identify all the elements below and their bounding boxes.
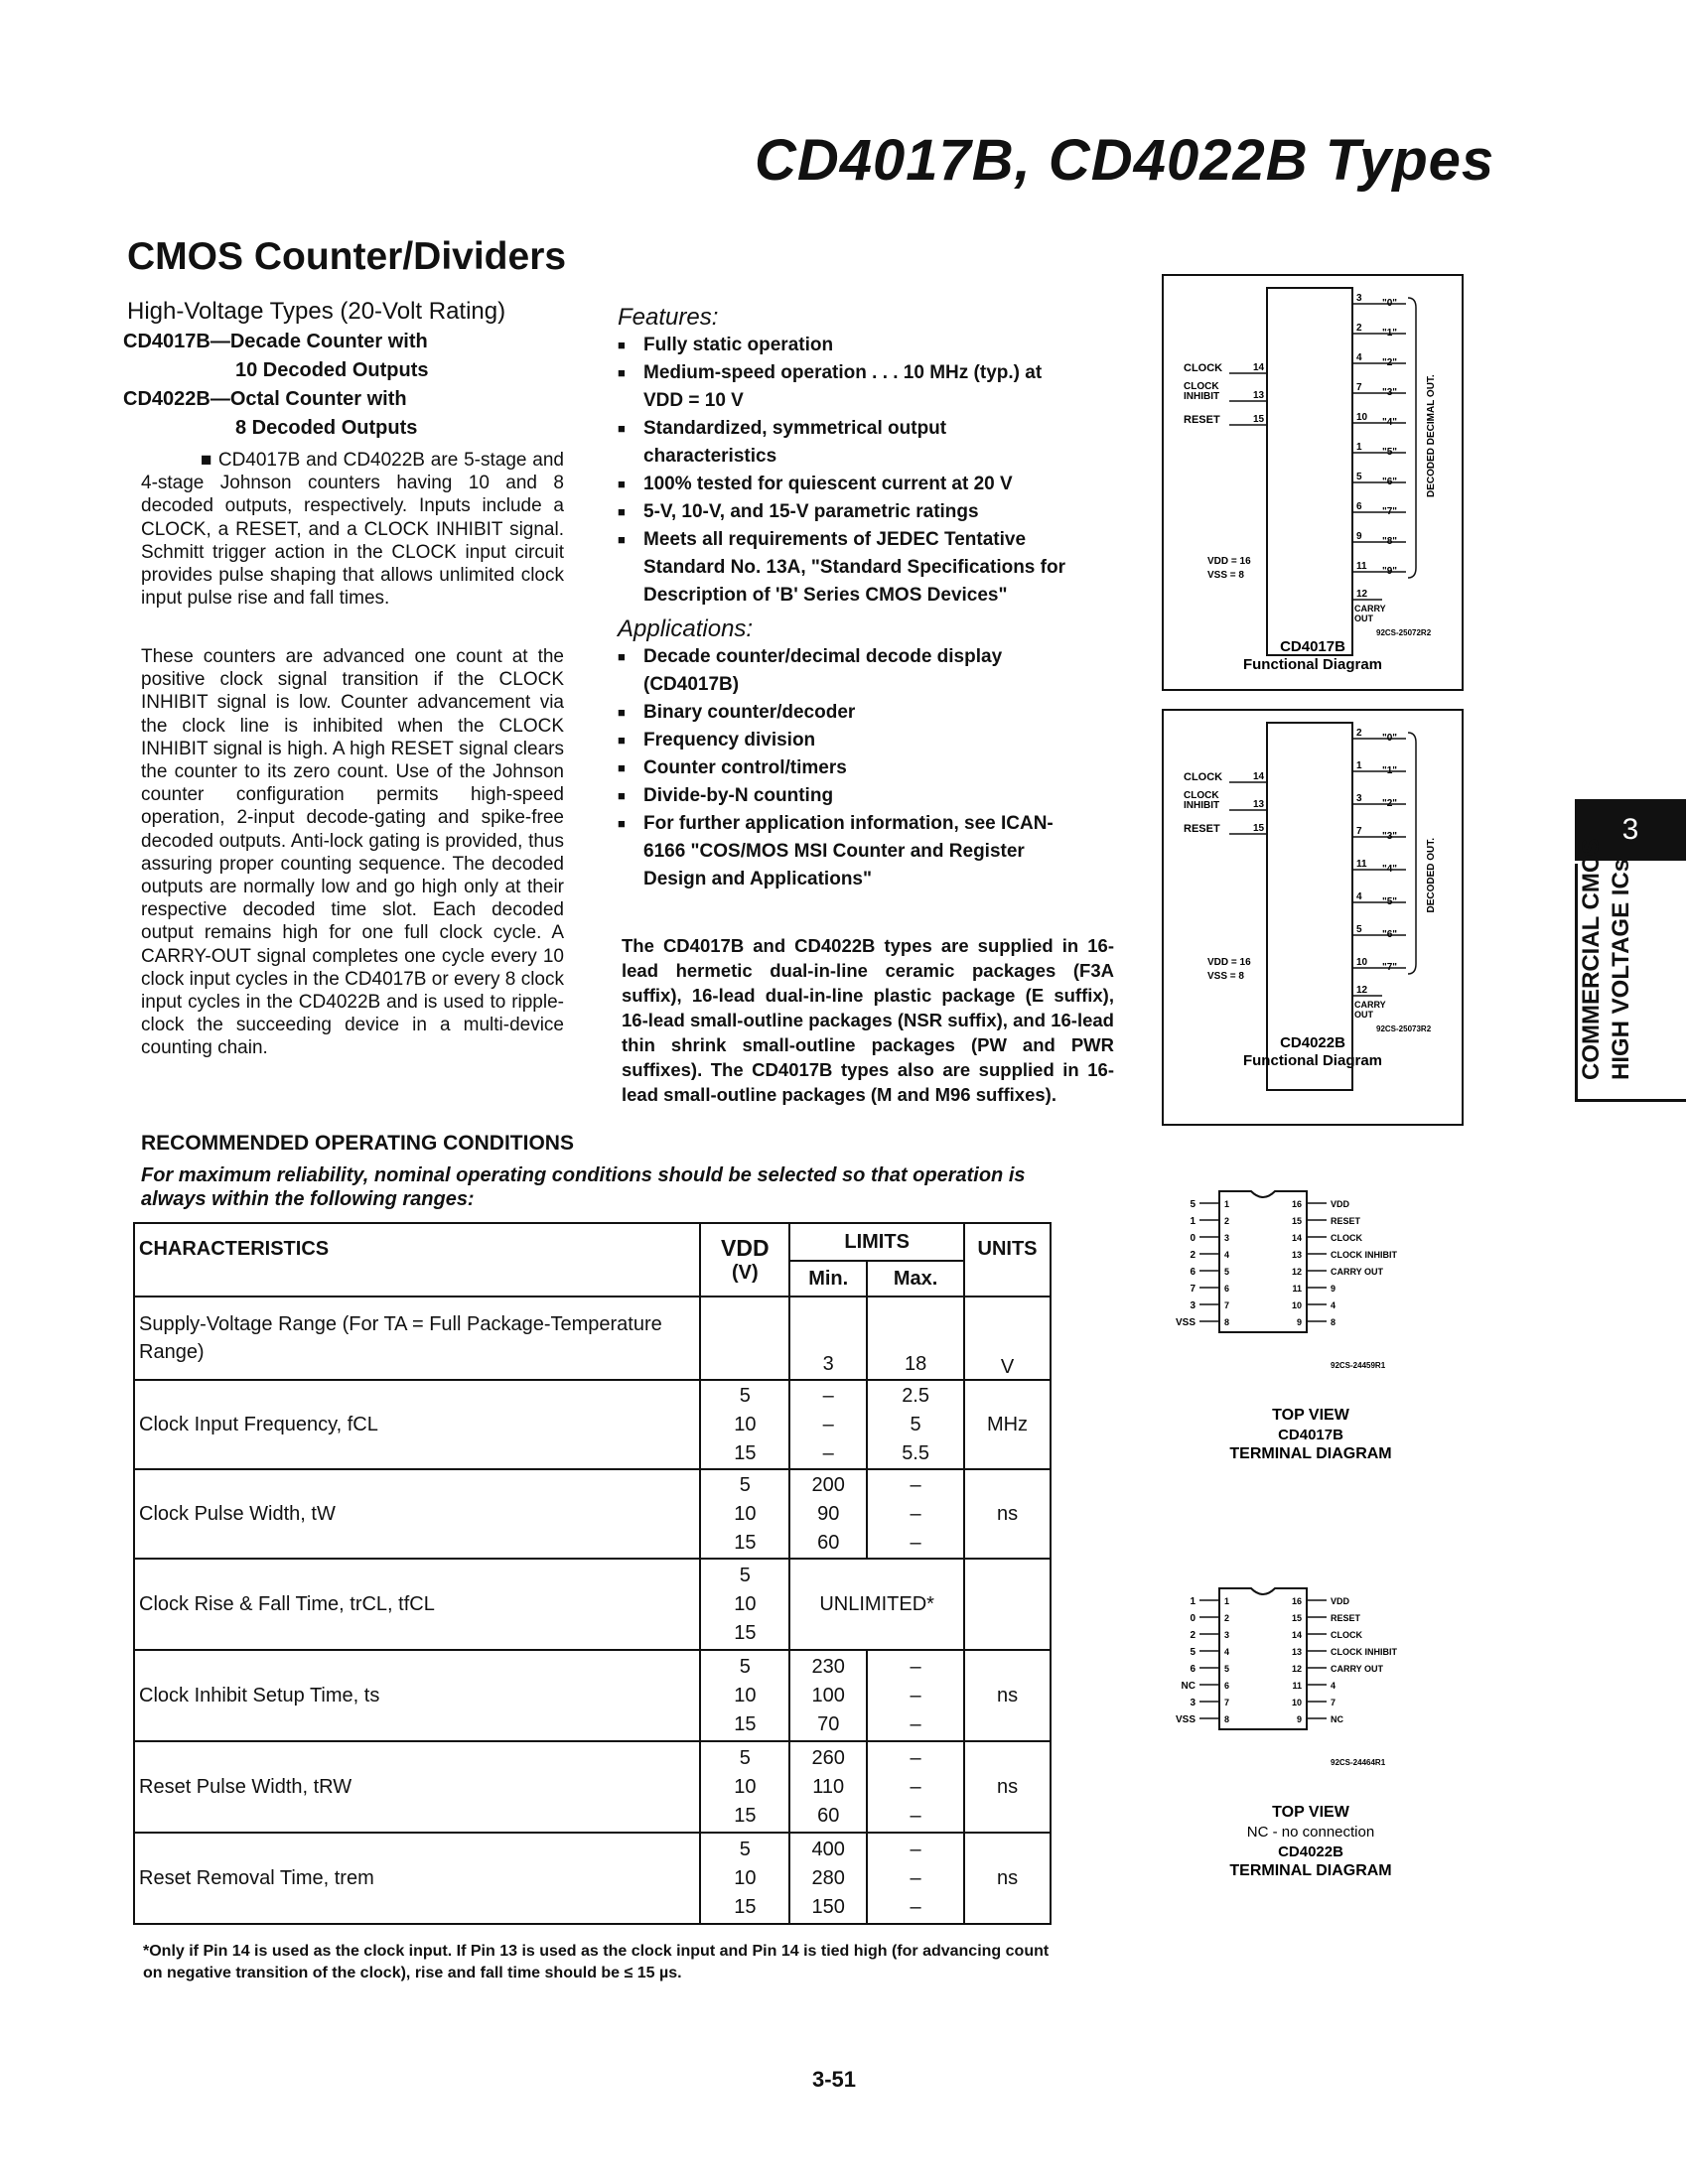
features-section [618,304,1084,893]
output-name: "5" [1382,896,1398,907]
power-vdd: VDD = 16 [1207,957,1251,968]
col-vdd-label: VDD [721,1235,770,1261]
pin-label-left: 5 [1190,1199,1196,1210]
roc-vdd: 5 10 15 [700,1650,789,1741]
pin-label-right: CARRY OUT [1331,1664,1384,1674]
pin-label-right: VDD [1331,1199,1350,1209]
footnote: *Only if Pin 14 is used as the clock input. If Pin 13 is used as the clock input and Pin 14 is tied high (for advancing count on negative transition of the clock), rise and fall time should be ≤ 15 µs. [143,1943,1050,1981]
roc-min: 260 110 60 [789,1741,867,1833]
input-label: CLOCK [1184,362,1223,374]
drawing-code: 92CS-25072R2 [1376,628,1432,637]
pin-label-right: NC [1331,1714,1343,1724]
pin-number-left: 6 [1224,1681,1230,1691]
pin-number-right: 12 [1291,1664,1302,1674]
feature-item: ■ Medium-speed operation . . . 10 MHz (typ.) at VDD = 10 V [618,359,1084,415]
input-label: INHIBIT [1184,800,1220,811]
col-max: Max. [867,1261,964,1297]
pin-number-left: 2 [1224,1216,1230,1226]
power-vss: VSS = 8 [1207,971,1244,982]
roc-characteristic: Reset Pulse Width, tRW [134,1741,700,1833]
output-pin: 2 [1356,323,1362,334]
cd4022b-terminal-diagram [1162,1583,1460,1901]
description-paragraph-1: ■ CD4017B and CD4022B are 5-stage and 4-stage Johnson counters having 10 and 8 decoded outputs, respectively. Inputs include a CLOCK, a RESET, and a CLOCK INHIBIT signal. Schmitt trigger action in the CLOCK input circuit provides pulse shaping that allows unlimited clock input pulse rise and fall times. [141,450,564,610]
col-characteristics: CHARACTERISTICS [134,1223,700,1297]
feature-item: ■ 5-V, 10-V, and 15-V parametric ratings [618,498,1084,526]
roc-max: – – – [867,1469,964,1559]
pin-label-right: 4 [1331,1681,1336,1691]
col-limits: LIMITS [789,1223,964,1261]
output-name: "6" [1382,929,1398,940]
cd4017b-terminal-diagram [1162,1186,1460,1462]
pin-number-right: 9 [1296,1714,1302,1724]
roc-max: 2.5 5 5.5 [867,1380,964,1469]
section-tab-number: 3 [1575,799,1686,861]
output-pin: 7 [1356,826,1362,837]
input-label: CLOCK [1184,771,1223,783]
roc-unit [964,1559,1051,1650]
roc-min: 400 280 150 [789,1833,867,1924]
input-pin: 14 [1253,771,1265,782]
output-name: "1" [1382,328,1398,339]
product-cd4022b-line1: CD4022B—Octal Counter with [123,388,407,410]
pin-number-right: 10 [1291,1698,1302,1707]
diagram-name: CD4022B [1280,1034,1345,1051]
roc-unit: V [964,1297,1051,1380]
roc-vdd: 5 10 15 [700,1380,789,1469]
pin-number-left: 4 [1224,1250,1230,1260]
roc-row [134,1650,1051,1741]
application-item: ■ Divide-by-N counting [618,782,1084,810]
output-pin: 11 [1356,859,1367,870]
application-item: ■ Counter control/timers [618,754,1084,782]
pin-number-left: 2 [1224,1613,1230,1623]
product-cd4017b-line2: 10 Decoded Outputs [235,359,429,381]
roc-min: 230 100 70 [789,1650,867,1741]
pin-label-left: 6 [1190,1664,1196,1675]
roc-unit: ns [964,1741,1051,1833]
pin-number-right: 15 [1291,1216,1302,1226]
output-name: "0" [1382,298,1398,309]
ic-body [1267,288,1352,655]
features-list [618,332,1084,610]
roc-heading: RECOMMENDED OPERATING CONDITIONS [141,1132,574,1155]
roc-unit: ns [964,1650,1051,1741]
pin-number-left: 7 [1224,1300,1230,1310]
document-subtitle: CMOS Counter/Dividers [127,235,567,278]
pin-number-right: 14 [1291,1630,1302,1640]
output-group-label: DECODED DECIMAL OUT. [1426,374,1437,497]
roc-limits-span: UNLIMITED* [789,1559,964,1650]
features-heading: Features: [618,304,719,331]
output-pin: 5 [1356,924,1362,935]
output-name: "8" [1382,536,1398,547]
roc-characteristic: Supply-Voltage Range (For TA = Full Package-Temperature Range) [134,1297,700,1380]
roc-row [134,1469,1051,1559]
roc-unit: MHz [964,1380,1051,1469]
input-label: CLOCK [1184,790,1219,801]
output-name: "2" [1382,798,1398,809]
cd4017b-functional-diagram [1162,274,1464,691]
drawing-code: 92CS-24459R1 [1331,1361,1386,1370]
roc-row [134,1297,1051,1380]
roc-vdd: 5 10 15 [700,1833,789,1924]
output-name: "7" [1382,506,1398,517]
roc-min: 3 [789,1297,867,1380]
output-pin: 5 [1356,472,1362,482]
input-label: CLOCK [1184,381,1219,392]
cd4022b-functional-diagram [1162,709,1464,1126]
pin-number-right: 12 [1291,1267,1302,1277]
pin-label-right: CLOCK [1331,1630,1362,1640]
input-pin: 14 [1253,362,1265,373]
pin-label-right: CLOCK INHIBIT [1331,1647,1397,1657]
output-group-label: DECODED OUT. [1426,837,1437,913]
description-paragraph-2: These counters are advanced one count at the positive clock signal transition if the CLOCK INHIBIT signal is low. Counter advancement via the clock line is inhibited when the CLOCK INHIBIT signal is high. A high RESET signal clears the counter to its zero count. Use of the Johnson counter configuration permits high-speed operation, 2-input decode-gating and spike-free decoded outputs. Anti-lock gating is provided, thus assuring proper counting sequence. The decoded outputs are normally low and go high only at their respective decoded time slot. Each decoded output remains high for one full clock cycle. A CARRY-OUT signal completes one cycle every 10 clock input cycles in the CD4017B or every 8 clock input cycles in the CD4022B and is used to ripple-clock the succeeding device in a multi-device counting chain. [141,646,564,1059]
pin-label-right: CLOCK INHIBIT [1331,1250,1397,1260]
pin-number-left: 3 [1224,1233,1230,1243]
roc-unit: ns [964,1833,1051,1924]
roc-characteristic: Clock Pulse Width, tW [134,1469,700,1559]
pin-label-left: 1 [1190,1596,1196,1607]
output-pin: 1 [1356,442,1362,453]
output-bracket [1408,298,1416,578]
pin-label-left: 6 [1190,1267,1196,1278]
view-label: TOP VIEW [1272,1804,1349,1821]
view-label: TOP VIEW [1272,1407,1349,1424]
product-cd4022b-line2: 8 Decoded Outputs [235,417,418,439]
cd4017b-terminal-diagram-svg [1162,1186,1460,1462]
pin-number-left: 7 [1224,1698,1230,1707]
application-item: ■ Frequency division [618,727,1084,754]
output-name: "9" [1382,566,1398,577]
pin-number-right: 14 [1291,1233,1302,1243]
pin-number-right: 13 [1291,1250,1302,1260]
roc-characteristic: Clock Rise & Fall Time, trCL, tfCL [134,1559,700,1650]
output-name: "1" [1382,765,1398,776]
input-pin: 13 [1253,799,1265,810]
input-label: INHIBIT [1184,391,1220,402]
application-item: ■ Decade counter/decimal decode display (CD4017B) [618,643,1084,699]
output-pin: 9 [1356,531,1362,542]
input-label: RESET [1184,823,1220,835]
pin-label-left: 1 [1190,1216,1196,1227]
pin-label-left: 3 [1190,1300,1196,1311]
roc-characteristic: Reset Removal Time, trem [134,1833,700,1924]
cd4022b-functional-diagram-svg [1164,711,1462,1124]
input-pin: 13 [1253,390,1265,401]
roc-note: For maximum reliability, nominal operating conditions should be selected so that operation is always within the following ranges: [141,1164,1026,1210]
feature-item: ■ Fully static operation [618,332,1084,359]
roc-row [134,1741,1051,1833]
roc-row [134,1380,1051,1469]
output-pin: 6 [1356,501,1362,512]
carry-label: CARRY [1354,1000,1386,1010]
roc-max: 18 [867,1297,964,1380]
section-tab-line1: COMMERCIAL CMOS [1578,838,1605,1080]
nc-note: NC - no connection [1246,1824,1375,1841]
supply-paragraph: The CD4017B and CD4022B types are supplied in 16-lead hermetic dual-in-line ceramic packages (F3A suffix), 16-lead dual-in-line plastic package (E suffix), 16-lead small-outline packages (NSR suffix), and 16-lead thin shrink small-outline packages (PW and PWR suffixes). The CD4017B types also are supplied in 16-lead small-outline packages (M and M96 suffixes). [622,935,1114,1105]
output-pin: 10 [1356,957,1368,968]
voltage-rating: High-Voltage Types (20-Volt Rating) [127,298,506,325]
pin-label-right: 8 [1331,1317,1336,1327]
output-pin: 4 [1356,352,1362,363]
input-pin: 15 [1253,823,1265,834]
carry-pin: 12 [1356,985,1368,996]
input-pin: 15 [1253,414,1265,425]
application-item: ■ For further application information, see ICAN-6166 "COS/MOS MSI Counter and Register Design and Applications" [618,810,1084,893]
power-vss: VSS = 8 [1207,570,1244,581]
pin-number-right: 16 [1291,1596,1302,1606]
diagram-name: CD4017B [1278,1427,1343,1443]
roc-vdd: 5 10 15 [700,1741,789,1833]
pin-label-left: 0 [1190,1233,1196,1244]
pin-label-right: RESET [1331,1216,1361,1226]
pin-number-left: 5 [1224,1267,1230,1277]
col-vdd-unit: (V) [732,1262,759,1284]
roc-table [133,1222,1052,1925]
roc-max: – – – [867,1650,964,1741]
drawing-code: 92CS-24464R1 [1331,1758,1386,1767]
diagram-name: CD4017B [1280,638,1345,655]
output-pin: 10 [1356,412,1368,423]
product-cd4017b-line1: CD4017B—Decade Counter with [123,331,428,352]
pin-label-right: CARRY OUT [1331,1267,1384,1277]
diagram-caption: TERMINAL DIAGRAM [1229,1862,1392,1879]
feature-item: ■ 100% tested for quiescent current at 20 V [618,471,1084,498]
output-pin: 11 [1356,561,1367,572]
pin-label-left: VSS [1175,1714,1196,1725]
output-name: "3" [1382,387,1398,398]
pin-number-left: 3 [1224,1630,1230,1640]
pin-label-right: RESET [1331,1613,1361,1623]
roc-characteristic: Clock Inhibit Setup Time, ts [134,1650,700,1741]
output-bracket [1408,733,1416,974]
col-units: UNITS [964,1223,1051,1297]
carry-label: CARRY [1354,604,1386,614]
document-title: CD4017B, CD4022B Types [755,128,1495,193]
pin-label-right: CLOCK [1331,1233,1362,1243]
roc-vdd: 5 10 15 [700,1559,789,1650]
pin-number-left: 8 [1224,1317,1230,1327]
output-name: "5" [1382,447,1398,458]
diagram-caption: Functional Diagram [1242,1052,1383,1069]
pin-label-left: 2 [1190,1630,1196,1641]
roc-table-body [134,1297,1051,1924]
pin-label-right: 7 [1331,1698,1336,1707]
pin-label-left: NC [1181,1681,1196,1692]
diagram-name: CD4022B [1278,1843,1343,1860]
pin-label-left: 7 [1190,1284,1196,1295]
section-tab-line2: HIGH VOLTAGE ICs [1608,858,1634,1080]
pin-label-left: 0 [1190,1613,1196,1624]
carry-label: OUT [1354,614,1373,623]
output-pin: 4 [1356,891,1362,902]
output-pin: 7 [1356,382,1362,393]
col-vdd [700,1223,789,1297]
roc-max: – – – [867,1741,964,1833]
section-tab-label [1577,838,1636,1080]
pin-label-left: 3 [1190,1698,1196,1708]
application-item: ■ Binary counter/decoder [618,699,1084,727]
output-name: "7" [1382,962,1398,973]
pin-number-left: 5 [1224,1664,1230,1674]
output-name: "3" [1382,831,1398,842]
drawing-code: 92CS-25073R2 [1376,1024,1432,1033]
pin-number-right: 15 [1291,1613,1302,1623]
applications-list [618,643,1084,893]
diagram-caption: Functional Diagram [1242,656,1383,673]
pin-label-right: 9 [1331,1284,1336,1294]
pin-number-left: 6 [1224,1284,1230,1294]
pin-number-right: 13 [1291,1647,1302,1657]
cd4022b-terminal-diagram-svg [1162,1583,1460,1901]
dip-package [1219,1588,1307,1729]
pin-number-right: 10 [1291,1300,1302,1310]
output-name: "4" [1382,417,1398,428]
roc-unit: ns [964,1469,1051,1559]
pin-label-left: 5 [1190,1647,1196,1658]
pin-number-right: 9 [1296,1317,1302,1327]
output-pin: 1 [1356,760,1362,771]
output-name: "4" [1382,864,1398,875]
output-name: "2" [1382,357,1398,368]
pin-number-right: 11 [1292,1284,1302,1294]
roc-vdd: 5 10 15 [700,1469,789,1559]
roc-max: – – – [867,1833,964,1924]
applications-heading: Applications: [618,615,754,642]
roc-row [134,1833,1051,1924]
output-pin: 3 [1356,293,1362,304]
power-vdd: VDD = 16 [1207,556,1251,567]
pin-label-left: VSS [1175,1317,1196,1328]
output-pin: 3 [1356,793,1362,804]
pin-number-right: 16 [1291,1199,1302,1209]
output-name: "0" [1382,733,1398,744]
carry-pin: 12 [1356,589,1368,600]
pin-label-right: 4 [1331,1300,1336,1310]
roc-min: – – – [789,1380,867,1469]
pin-number-left: 8 [1224,1714,1230,1724]
feature-item: ■ Standardized, symmetrical output characteristics [618,415,1084,471]
roc-characteristic: Clock Input Frequency, fCL [134,1380,700,1469]
pin-number-left: 1 [1224,1199,1230,1209]
cd4017b-functional-diagram-svg [1164,276,1462,689]
roc-min: 200 90 60 [789,1469,867,1559]
diagram-caption: TERMINAL DIAGRAM [1229,1445,1392,1462]
roc-vdd [700,1297,789,1380]
pin-number-left: 1 [1224,1596,1230,1606]
carry-label: OUT [1354,1010,1373,1020]
output-name: "6" [1382,477,1398,487]
output-pin: 2 [1356,728,1362,739]
col-min: Min. [789,1261,867,1297]
pin-number-left: 4 [1224,1647,1230,1657]
pin-label-right: VDD [1331,1596,1350,1606]
pin-label-left: 2 [1190,1250,1196,1261]
feature-item: ■ Meets all requirements of JEDEC Tentative Standard No. 13A, "Standard Specifications for Description of 'B' Series CMOS Devices" [618,526,1084,610]
dip-package [1219,1191,1307,1332]
pin-number-right: 11 [1292,1681,1302,1691]
input-label: RESET [1184,414,1220,426]
page-number: 3-51 [812,2067,857,2092]
roc-row [134,1559,1051,1650]
